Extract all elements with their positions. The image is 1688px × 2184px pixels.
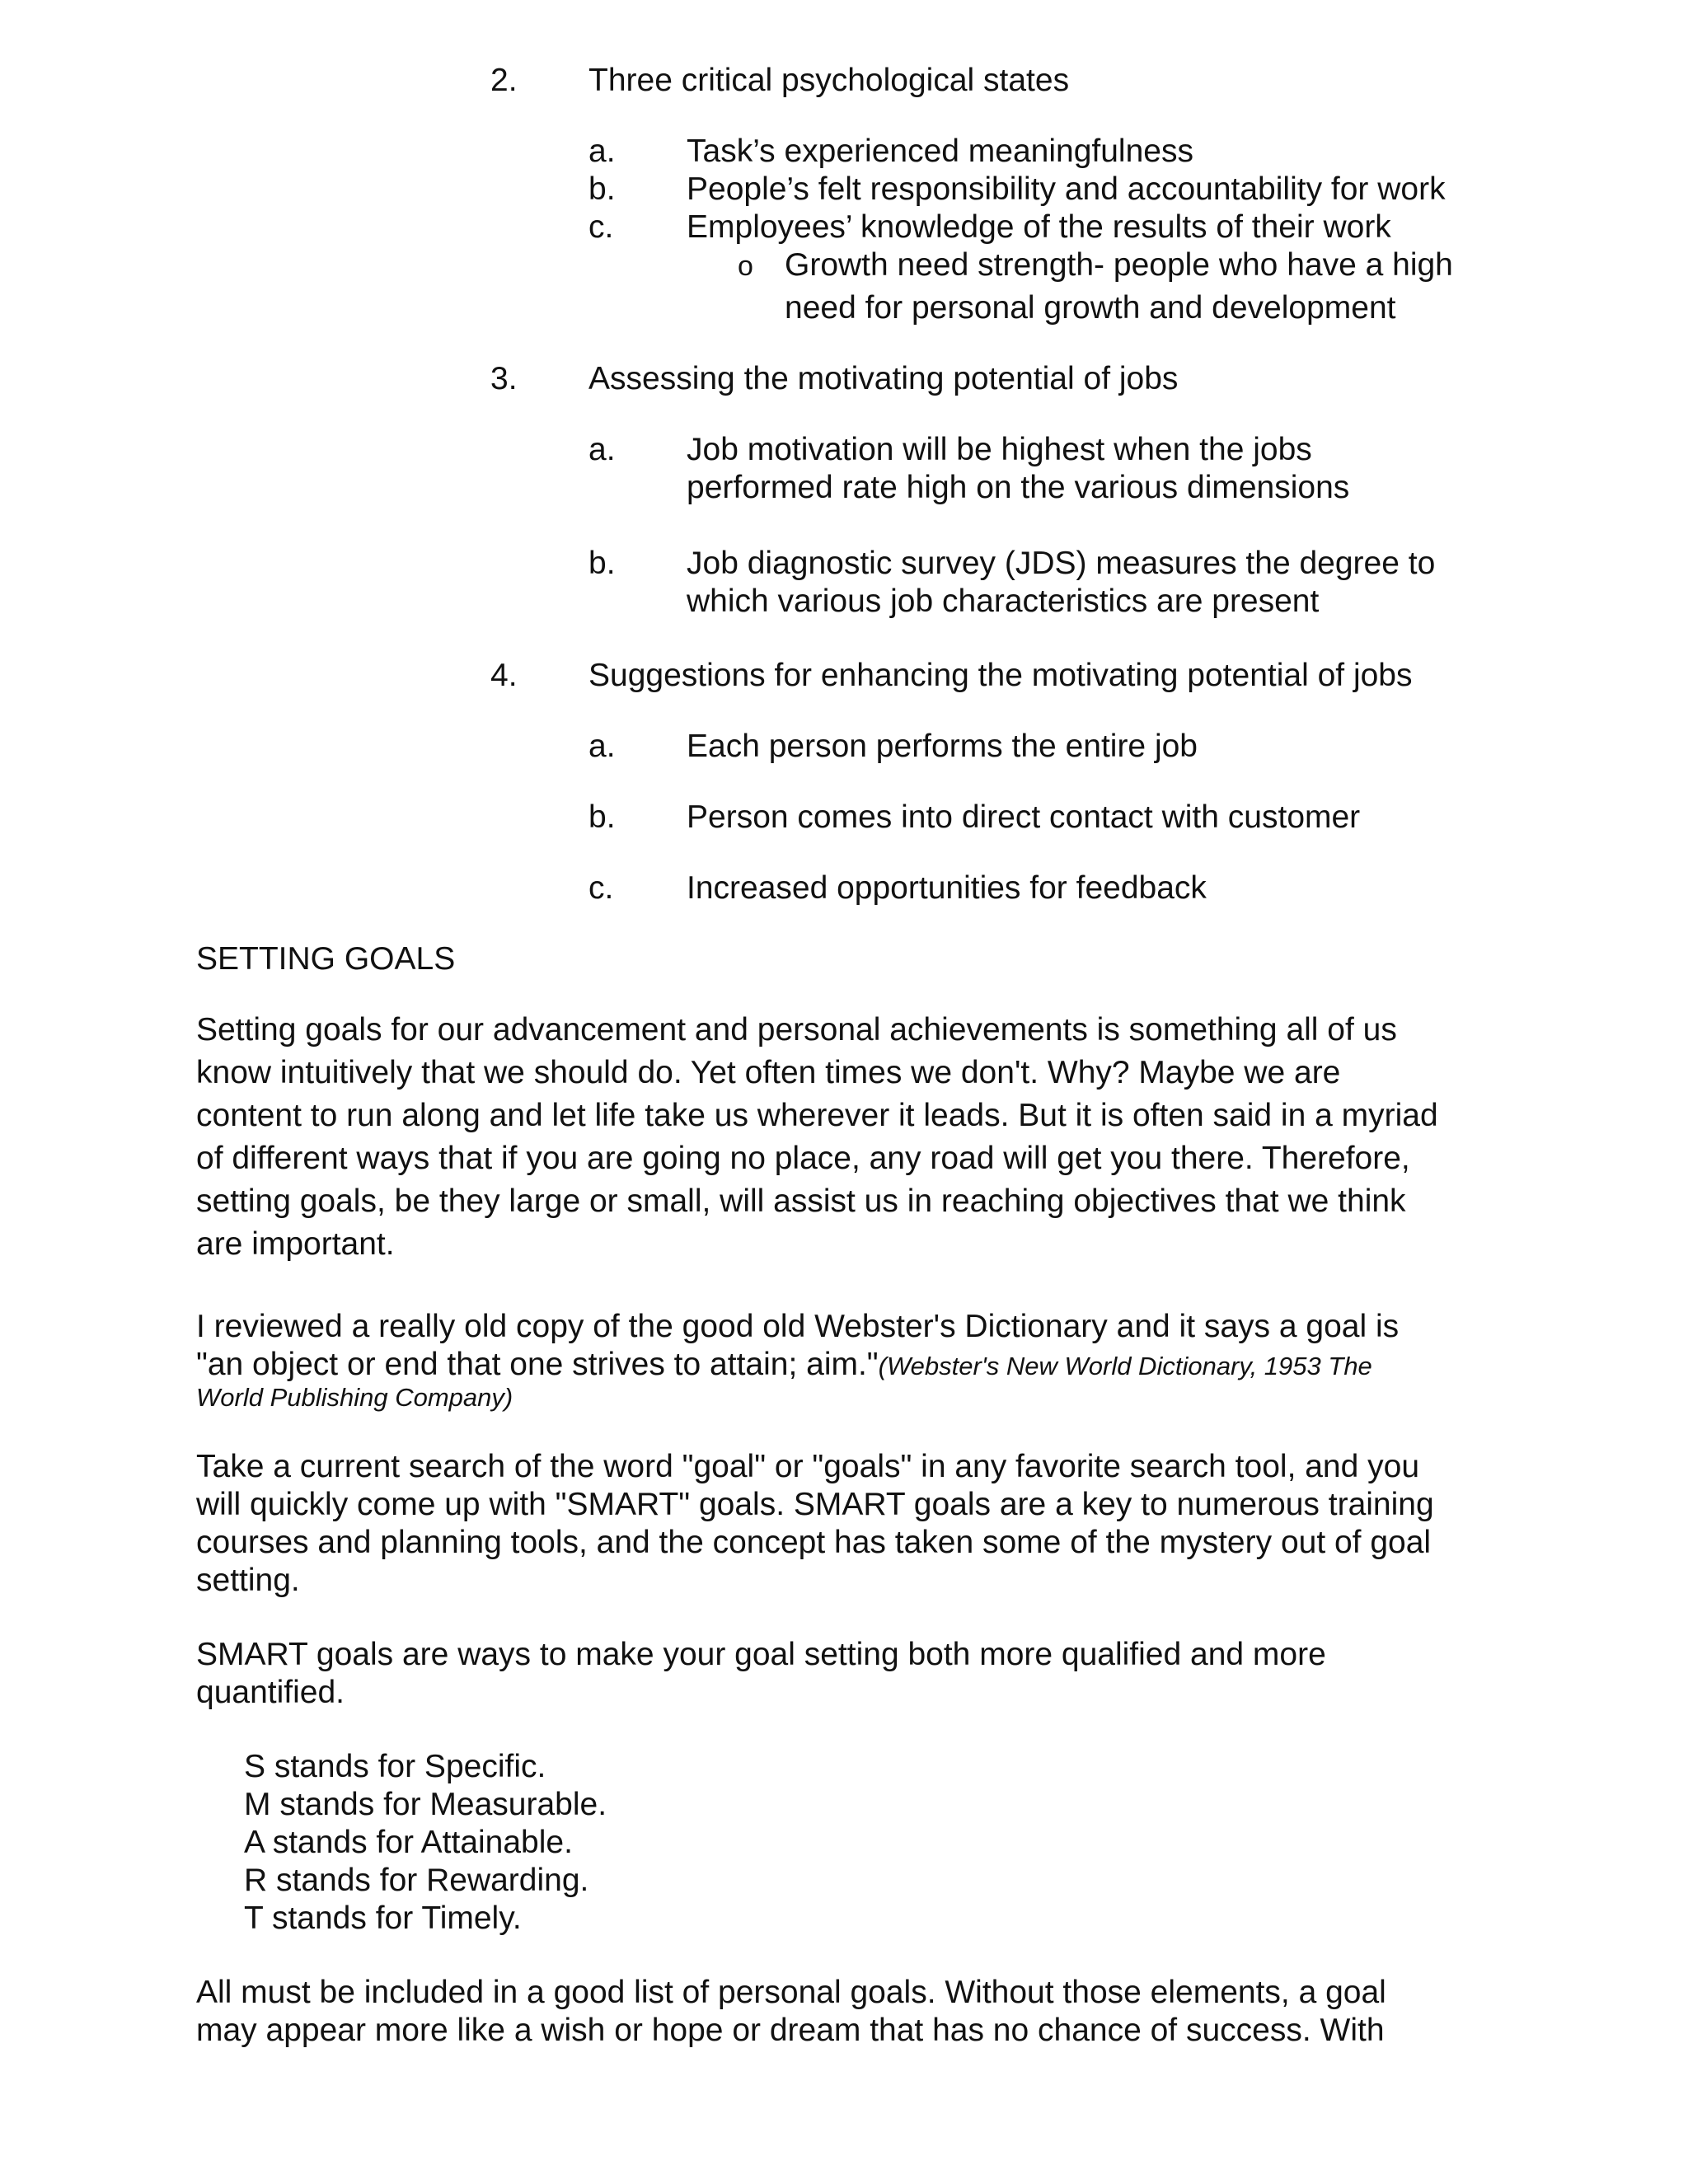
smart-item: M stands for Measurable. bbox=[244, 1787, 607, 1822]
section-heading: SETTING GOALS bbox=[196, 941, 456, 977]
paragraph-line: All must be included in a good list of personal goals. Without those elements, a goal bbox=[196, 1975, 1386, 2010]
outline-number: 3. bbox=[490, 361, 518, 396]
paragraph-line: of different ways that if you are going no place, any road will get you there. Therefore, bbox=[196, 1141, 1410, 1176]
sub-text: Task’s experienced meaningfulness bbox=[687, 134, 1193, 169]
sub-letter: a. bbox=[588, 134, 616, 169]
sub-letter: c. bbox=[588, 209, 614, 245]
sub-letter: a. bbox=[588, 432, 616, 467]
citation: World Publishing Company) bbox=[196, 1383, 513, 1412]
sub-letter: b. bbox=[588, 799, 616, 835]
bullet-text: need for personal growth and development bbox=[785, 290, 1396, 326]
sub-letter: c. bbox=[588, 870, 614, 906]
sub-text: performed rate high on the various dimensions bbox=[687, 470, 1350, 505]
paragraph-line: setting. bbox=[196, 1563, 300, 1598]
smart-item: R stands for Rewarding. bbox=[244, 1863, 589, 1898]
paragraph-line: will quickly come up with "SMART" goals. SMART goals are a key to numerous training bbox=[196, 1487, 1434, 1522]
paragraph-line: are important. bbox=[196, 1226, 395, 1262]
sub-letter: b. bbox=[588, 171, 616, 207]
sub-text: Each person performs the entire job bbox=[687, 729, 1198, 764]
paragraph-line: know intuitively that we should do. Yet often times we don't. Why? Maybe we are bbox=[196, 1055, 1341, 1090]
hollow-bullet-icon: o bbox=[738, 251, 753, 282]
outline-title: Three critical psychological states bbox=[588, 63, 1070, 98]
paragraph-line: courses and planning tools, and the concept has taken some of the mystery out of goal bbox=[196, 1525, 1432, 1560]
paragraph-line: setting goals, be they large or small, will assist us in reaching objectives that we think bbox=[196, 1183, 1406, 1219]
smart-item: T stands for Timely. bbox=[244, 1900, 522, 1936]
sub-letter: b. bbox=[588, 546, 616, 581]
outline-title: Assessing the motivating potential of jobs bbox=[588, 361, 1179, 396]
quote-text: "an object or end that one strives to attain; aim." bbox=[196, 1347, 879, 1382]
bullet-text: Growth need strength- people who have a high bbox=[785, 247, 1453, 283]
sub-letter: a. bbox=[588, 729, 616, 764]
sub-text: which various job characteristics are present bbox=[687, 583, 1320, 619]
paragraph-line: Take a current search of the word "goal" or "goals" in any favorite search tool, and you bbox=[196, 1449, 1420, 1484]
sub-text: People’s felt responsibility and accountability for work bbox=[687, 171, 1446, 207]
paragraph-line: may appear more like a wish or hope or dream that has no chance of success. With bbox=[196, 2013, 1385, 2048]
outline-number: 4. bbox=[490, 658, 518, 693]
smart-item: S stands for Specific. bbox=[244, 1749, 546, 1784]
sub-text: Increased opportunities for feedback bbox=[687, 870, 1207, 906]
citation: (Webster's New World Dictionary, 1953 The bbox=[878, 1352, 1372, 1380]
smart-item: A stands for Attainable. bbox=[244, 1825, 573, 1860]
outline-number: 2. bbox=[490, 63, 518, 98]
outline-title: Suggestions for enhancing the motivating potential of jobs bbox=[588, 658, 1413, 693]
paragraph-line: content to run along and let life take us wherever it leads. But it is often said in a myriad bbox=[196, 1098, 1438, 1133]
sub-text: Job motivation will be highest when the jobs bbox=[687, 432, 1312, 467]
paragraph-line: quantified. bbox=[196, 1675, 345, 1710]
sub-text: Job diagnostic survey (JDS) measures the degree to bbox=[687, 546, 1436, 581]
paragraph-line: SMART goals are ways to make your goal setting both more qualified and more bbox=[196, 1637, 1326, 1672]
sub-text: Person comes into direct contact with customer bbox=[687, 799, 1361, 835]
paragraph-line: I reviewed a really old copy of the good old Webster's Dictionary and it says a goal is bbox=[196, 1309, 1400, 1344]
paragraph-line: Setting goals for our advancement and personal achievements is something all of us bbox=[196, 1012, 1397, 1047]
sub-text: Employees’ knowledge of the results of their work bbox=[687, 209, 1391, 245]
